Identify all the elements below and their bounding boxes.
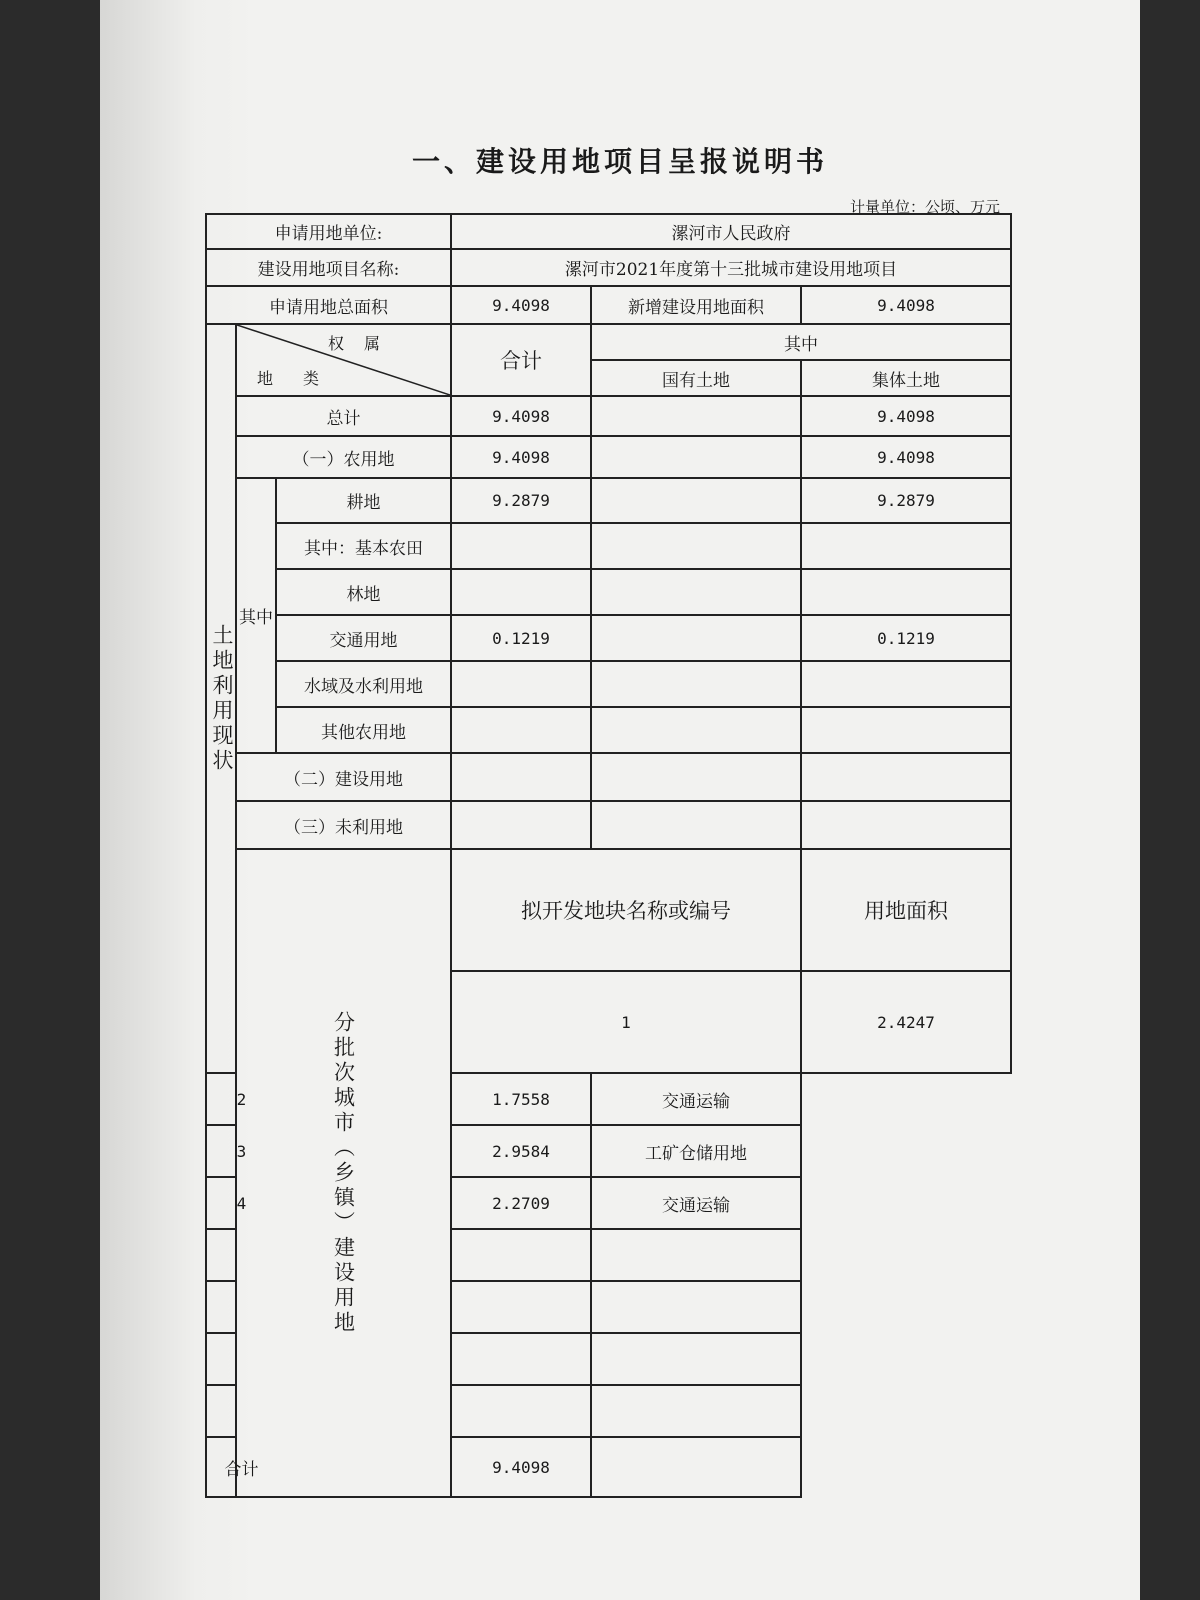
new-area-value: 9.4098 <box>801 286 1011 324</box>
status-row: 林地 <box>206 569 1011 615</box>
total-area-label: 申请用地总面积 <box>206 286 451 324</box>
state-land-header: 国有土地 <box>591 360 801 396</box>
parcel-row: 4 2.2709 交通运输 <box>206 1177 1011 1229</box>
batch-section-label: 分批次城市（乡镇）建设用地 <box>236 849 451 1497</box>
status-row: （一）农用地 9.4098 9.4098 <box>206 436 1011 478</box>
document-title: 一、建设用地项目呈报说明书 <box>411 145 828 178</box>
parcel-row: 1 2.4247 <box>206 971 1011 1073</box>
applicant-value: 漯河市人民政府 <box>451 214 1011 249</box>
application-form-table <box>205 213 1012 1498</box>
parcel-total-use <box>591 1437 801 1497</box>
parcel-total-area: 9.4098 <box>451 1437 591 1497</box>
status-row: 其中：基本农田 <box>206 523 1011 569</box>
of-which-group-label: 其中 <box>236 478 276 753</box>
status-row: （二）建设用地 <box>206 753 1011 801</box>
diagonal-header-cell <box>236 324 451 396</box>
parcel-row: 3 2.9584 工矿仓储用地 <box>206 1125 1011 1177</box>
parcel-area-header: 用地面积 <box>801 849 1011 971</box>
project-name-label: 建设用地项目名称: <box>206 249 451 286</box>
parcel-total-label: 合计 <box>206 1437 276 1497</box>
status-row: （三）未利用地 <box>206 801 1011 849</box>
status-row: 水域及水利用地 <box>206 661 1011 707</box>
status-row: 其中 耕地 9.2879 9.2879 <box>206 478 1011 523</box>
parcel-row: 2 1.7558 交通运输 <box>206 1073 1011 1125</box>
status-row: 其他农用地 <box>206 707 1011 753</box>
new-area-label: 新增建设用地面积 <box>591 286 801 324</box>
land-type-label: 地类 <box>257 369 350 388</box>
status-row: 交通用地 0.1219 0.1219 <box>206 615 1011 661</box>
project-name-value: 漯河市2021年度第十三批城市建设用地项目 <box>451 249 1011 286</box>
total-column-header: 合计 <box>451 324 591 396</box>
total-area-value: 9.4098 <box>451 286 591 324</box>
unit-note: 计量单位：公顷、万元 <box>849 198 1000 216</box>
of-which-header: 其中 <box>591 324 1011 360</box>
collective-land-header: 集体土地 <box>801 360 1011 396</box>
parcel-name-header: 拟开发地块名称或编号 <box>451 849 801 971</box>
ownership-label: 权属 <box>327 334 400 353</box>
applicant-label: 申请用地单位: <box>206 214 451 249</box>
land-status-section-label: 土地利用现状 <box>206 324 236 1073</box>
status-row: 总计 9.4098 9.4098 <box>206 396 1011 436</box>
